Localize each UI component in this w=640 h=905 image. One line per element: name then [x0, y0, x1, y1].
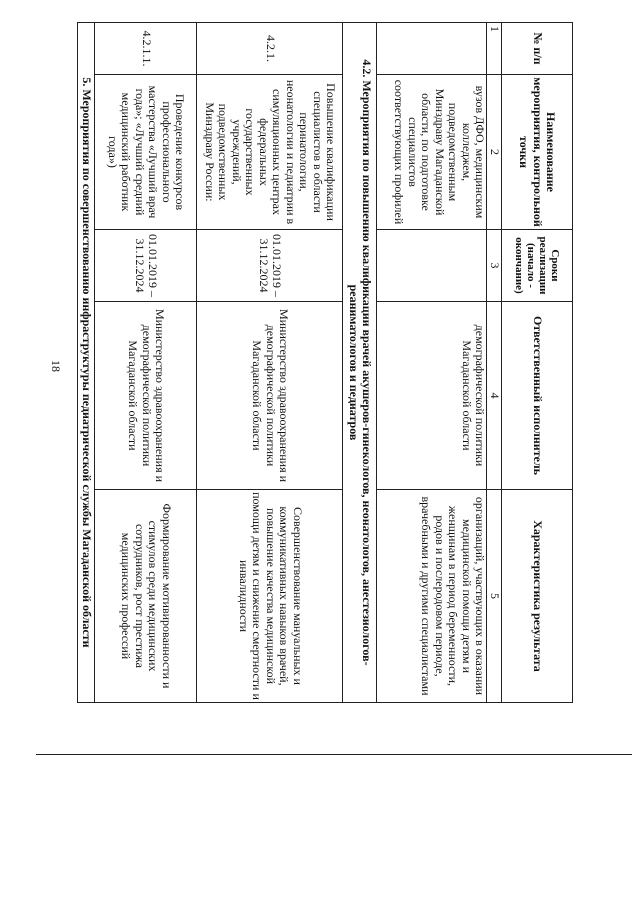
row-result: организаций, участвующих в оказании медицинской помощи детям и женщинам в период беременности, родов и послеродовом периоде, врачебными и другими специалистами: [377, 490, 487, 703]
col-number-2: 2: [487, 75, 502, 230]
col-number-5: 5: [487, 490, 502, 703]
row-executor: Министерство здравоохранения и демографической политики Магаданской области: [95, 302, 197, 490]
row-num: [377, 23, 487, 75]
table-row: [197, 23, 343, 703]
col-number-1: 1: [487, 23, 502, 75]
column-numbers-row: [487, 23, 502, 703]
section-heading-5: 5. Мероприятия по совершенствованию инфраструктуры педиатрической службы Магаданской области: [78, 23, 95, 703]
section-row: [343, 23, 377, 703]
page-number: 18: [49, 360, 63, 372]
header-num: № п/п: [502, 23, 573, 75]
table-row: [95, 23, 197, 703]
col-number-3: 3: [487, 230, 502, 302]
row-result: Совершенствование мануальных и коммуникативных навыков врачей, повышение качества медицинской помощи детям и снижение смертности и инвалидности: [197, 490, 343, 703]
row-terms: 01.01.2019 – 31.12.2024: [95, 230, 197, 302]
row-executor: Министерство здравоохранения и демографической политики Магаданской области: [197, 302, 343, 490]
row-name: Проведение конкурсов профессионального мастерства «Лучший врач года»; «Лучший средний медицинский работник года»): [95, 75, 197, 230]
section-row: [78, 23, 95, 703]
row-terms: 01.01.2019 – 31.12.2024: [197, 230, 343, 302]
row-num: 4.2.1.: [197, 23, 343, 75]
col-number-4: 4: [487, 302, 502, 490]
plan-table: [78, 22, 574, 703]
row-name: Повышение квалификации специалистов в области перинатологии, неонатологии и педиатрии в симуляционных центрах федеральных государственных учреждений, подведомственных Минздраву России:: [197, 75, 343, 230]
row-num: 4.2.1.1.: [95, 23, 197, 75]
header-result: Характеристика результата: [502, 490, 573, 703]
row-result: Формирование мотивированности и стимулов среди медицинских сотрудников, рост престижа медицинских профессий: [95, 490, 197, 703]
header-executor: Ответственный исполнитель: [502, 302, 573, 490]
table-frame: [80, 22, 573, 702]
table-row: [377, 23, 487, 703]
header-name: Наименование мероприятия, контрольной точки: [502, 75, 573, 230]
bottom-rule: [36, 754, 632, 755]
row-name: вузов ДФО, медицинским колледжем, подведомственным Минздраву Магаданской области, по подготовке специалистов соответствующих профилей: [377, 75, 487, 230]
header-terms: Сроки реализации (начало - окончание): [502, 230, 573, 302]
row-executor: демографической политики Магаданской области: [377, 302, 487, 490]
rotated-table-area: [80, 22, 573, 702]
table-header-row: [502, 23, 573, 703]
row-terms: [377, 230, 487, 302]
section-heading-4-2: 4.2. Мероприятия по повышению квалификации врачей акушеров-гинекологов, неонатологов, анестезиологов-реаниматологов и педиатров: [343, 23, 377, 703]
